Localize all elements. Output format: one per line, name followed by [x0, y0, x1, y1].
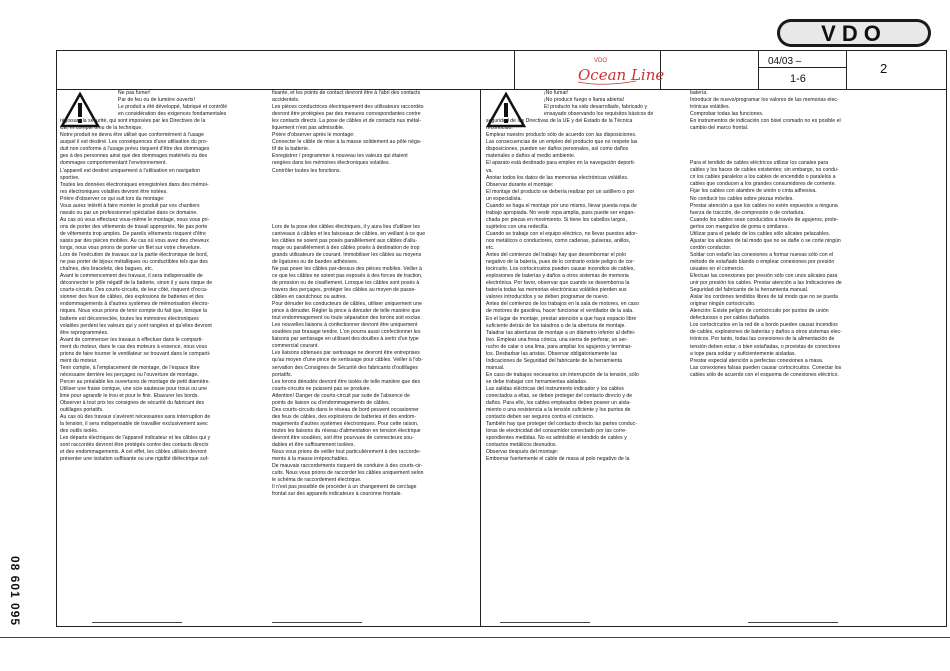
text-line: conectados a ellas, se deben proteger del contacto directo y de: [486, 393, 633, 400]
text-line: batería.: [690, 90, 708, 96]
text-column-es-2: [690, 90, 889, 379]
text-line: ¡No producir fuego o llama abierta!: [544, 97, 625, 104]
text-line: Pour dénuder les conducteurs de câbles, utiliser uniquement une: [272, 301, 422, 308]
text-line: Par de feu ou de lumière ouverts!: [118, 97, 195, 104]
text-line: ment du moteur.: [60, 357, 98, 364]
document-code: 08 601 095: [8, 556, 22, 627]
text-line: Las conexiones falsas pueden causar cortocircuitos. Conectar los: [690, 364, 842, 371]
svg-text:VDO: VDO: [821, 21, 887, 46]
column-end-rule: [500, 622, 590, 623]
text-line: grands utilisateurs de courant. Immobiliser les câbles au moyens: [272, 251, 422, 258]
text-line: ges à des personnes ainsi que des dommages matériels ou des: [60, 153, 208, 160]
text-line: negativo de la batería, pues de lo contrario existe peligro de cor-: [486, 259, 635, 266]
column-end-rule: [272, 622, 362, 623]
text-line: Lors de l'exécution de travaux sur la partie électronique de bord,: [60, 252, 209, 259]
text-line: des feux de câbles, des explosions de batteries et des endom-: [272, 413, 417, 420]
text-line: Embornar fuertemente el cable de masa al polo negativo de la: [486, 456, 630, 463]
text-line: sionner des feux de câbles, des explosions de batteries et des: [60, 294, 204, 301]
text-line: saisis par des pièces mobiles. Au cas où vous avez des cheveux: [60, 237, 209, 244]
text-line: tocircuito. Los cortocircuitos pueden causar incendios de cables,: [486, 266, 635, 273]
text-line: des outils isolés.: [60, 428, 99, 435]
text-line: sujételos con una redecilla.: [486, 223, 549, 230]
text-line: de pression ou de cisaillement. Lorsque les câbles sont posés à: [272, 279, 420, 286]
text-line: Enregistrer / programmer à nouveau les valeurs qui étaient: [272, 153, 408, 160]
text-line: materiales o daños al medio ambiente.: [486, 153, 576, 160]
text-line: Utilizar para el pelado de los cables sólo alicates pelacables.: [690, 230, 831, 237]
text-line: Des courts-circuits dans le réseau de bord peuvent occasionner: [272, 406, 419, 413]
text-line: Il n'est pas possible de procéder à un changement de cerclage: [272, 484, 417, 491]
text-line: Cuando los cables sean conducidos a través de agujeros, prote-: [690, 216, 839, 223]
text-line: Cuando se haga el montaje por uno mismo, llevar puesta ropa de: [486, 202, 637, 209]
text-line: suficiente detrás de los taladros o de la abertura de montaje.: [486, 322, 626, 329]
text-line: la tension, il sera indispensable de travailler exclusivement avec: [60, 421, 208, 428]
text-line: CE, et compte tenu de la technique.: [60, 125, 143, 132]
header-divider: [514, 50, 515, 89]
text-line: le schéma de raccordement électrique.: [272, 477, 362, 484]
text-line: ons de porter des vêtements de travail appropriés. Ne pas porte: [60, 223, 208, 230]
text-line: res électroniques volatiles devront être notées.: [60, 188, 168, 195]
text-line: devront être soudées, soit être pourvues de connecteurs sou-: [272, 434, 414, 441]
text-line: devront être protégées par des mesures correspondantes contre: [272, 111, 421, 118]
text-line: Comprobar todas las funciones.: [690, 111, 764, 118]
text-line: Vous aurez intérêt à faire monter le produit par vos chantiers: [60, 202, 200, 209]
text-line: cuits. Nous vous prions de raccorder les câbles uniquement selon: [272, 470, 424, 477]
text-line: Observar durante el montaje:: [486, 181, 554, 188]
text-line: En instrumentos de indicación con bisel cromado no es posible el: [690, 118, 841, 125]
text-line: Taladrar las aberturas de montaje a un diámetro inferior al defini-: [486, 329, 636, 336]
bottom-rule: [0, 637, 950, 638]
text-column-es-1: [486, 90, 675, 463]
text-line: commercial courant.: [272, 343, 319, 350]
text-line: Las salidas eléctricas del instrumento indicador y los cables: [486, 385, 624, 392]
column-end-rule: [748, 622, 838, 623]
column-divider: [480, 89, 481, 627]
text-line: sportive.: [60, 174, 80, 181]
text-line: cir los cables paralelos a los cables de encendido o paralelos a: [690, 174, 836, 181]
text-line: toutes les liaisons du réseau d'alimentation en tension électrique: [272, 427, 421, 434]
text-line: Utiliser une fraise conique, une scie sauteuse pour trous ou une: [60, 385, 208, 392]
text-line: Indicaciones de Seguridad del fabricante de la herramienta: [486, 357, 622, 364]
text-line: Ajustar los alicates de tal modo que no se dañe o se corte ningún: [690, 237, 841, 244]
text-line: tensión deben estar, o bien estañadas, o provistas de conectores: [690, 343, 841, 350]
text-line: El aparato está destinado para empleo en la navegación deporti-: [486, 160, 636, 167]
text-column-fr-2: [272, 90, 472, 498]
text-line: En el lugar de montaje, prestar atención a que haya espacio libre: [486, 315, 637, 322]
text-line: etc.: [486, 245, 495, 252]
text-line: Connecter le câble de mise à la masse solidement au pôle néga-: [272, 139, 422, 146]
text-line: être reprogrammées.: [60, 329, 109, 336]
text-line: rucho de calar o una lima, para ampliar los agujeros y terminar-: [486, 343, 633, 350]
text-line: Cuando se trabaje con el equipo eléctrico, no llevar puestos ador-: [486, 230, 638, 237]
header-divider: [758, 67, 846, 68]
text-line: Antes del comienzo de los trabajos en la sala de motores, en caso: [486, 301, 640, 308]
text-line: En caso de trabajos necesarios sin interrupción de la tensión, sólo: [486, 371, 639, 378]
text-line: Para el tendido de cables eléctricos utilizar los canales para: [690, 160, 829, 167]
text-line: ment du moteur, dans le cas des moteurs à essence, nous vous: [60, 343, 208, 350]
text-line: va.: [486, 167, 493, 174]
text-line: unir por presión los cables. Prestar atención a las Indicaciones de: [690, 280, 842, 287]
text-line: los. Desbarbar las aristas. Observar obligatoriamente las: [486, 350, 618, 357]
text-line: Notre produit ne devra être utilisé que conformément à l'usage: [60, 132, 204, 139]
text-line: Toutes les données électroniques enregistrées dans des mémoi-: [60, 181, 209, 188]
text-line: Los cortocircuitos en la red de a bordo pueden causar incendios: [690, 322, 838, 329]
text-line: reconocido.: [486, 125, 513, 132]
text-line: a tope para soldar y suficientemente aisladas.: [690, 350, 796, 357]
text-line: valores introducidos y se deben programar de nuevo.: [486, 294, 609, 301]
text-column-fr-1: [60, 90, 257, 463]
text-line: caniveaux à câbles et les faisceaux de câbles, en veillant à ce que: [272, 230, 426, 237]
text-line: qu'au moyen d'une pince de sertissage pour câbles. Veiller à l'ob-: [272, 357, 423, 364]
text-line: Seguridad del fabricante de la herramienta manual.: [690, 287, 809, 294]
text-line: accidentels.: [272, 97, 300, 104]
text-line: Las consecuencias de un empleo del producto que no respete las: [486, 139, 638, 146]
text-line: El producto ha sido desarrollado, fabricado y: [544, 104, 648, 111]
text-line: Percer au préalable les ouvertures de montage de petit diamètre.: [60, 378, 211, 385]
text-line: toras de electricidad del consumidor conectado por las corre-: [486, 428, 627, 435]
text-line: régissant la sécurité, qui sont imposées par les Directives de la: [60, 118, 206, 125]
text-line: También hay que proteger del contacto directo las partes conduc-: [486, 421, 638, 428]
text-line: seguridad de las Directivas de la UE y del Estado de la Técnica: [486, 118, 633, 125]
text-line: présenter une isolation suffisante ou une rigidité diélectrique suf-: [60, 456, 209, 463]
text-line: Avant le commencement des travaux, il sera indispensable de: [60, 273, 203, 280]
text-line: cambio del marco frontal.: [690, 125, 749, 132]
text-line: método de estañado blando o emplear conexiones por presión: [690, 258, 835, 265]
text-line: batterie est déconnectée, toutes les mémoires électroniques: [60, 315, 199, 322]
text-line: de ligatures ou de bandes adhésives.: [272, 258, 359, 265]
text-line: De mauvais raccordements risquent de conduire à des courts-cir-: [272, 463, 423, 470]
text-line: ments à la masse irréprochables.: [272, 456, 349, 463]
text-line: Prière d'observer ce qui suit lors du montage:: [60, 195, 165, 202]
text-line: trónicas volátiles.: [690, 104, 731, 111]
text-line: et des endommagements. A cet effet, les câbles utilisés devront: [60, 449, 207, 456]
text-line: tout endommagement ou toute séparation des torons soit exclue.: [272, 315, 422, 322]
text-line: defectuosos o por cables dañados.: [690, 315, 771, 322]
text-line: se debe trabajar con herramientas aisladas.: [486, 378, 588, 385]
page-number: 2: [880, 61, 888, 76]
text-line: navals ou par un professionnel spécialisé dans ce domaine.: [60, 209, 198, 216]
text-line: liaisons par sertissage en utilisant des douilles à sertir d'un type: [272, 336, 419, 343]
text-line: Lors de la pose des câbles électriques, il y aura lieu d'utiliser les: [272, 223, 420, 230]
text-line: usuales en el comercio.: [690, 265, 745, 272]
text-line: déconnecter le pôle négatif de la batterie, sinon il y aura risque de: [60, 280, 213, 287]
text-line: duit non conforme à l'usage prévu risquent d'être des dommages: [60, 146, 210, 153]
text-line: Atención: Existe peligro de cortocircuito por puntos de unión: [690, 308, 829, 315]
text-line: travers des perçages, protéger les câbles au moyen de passe-: [272, 286, 417, 293]
text-line: contacto deben ser seguros contra el contacto.: [486, 414, 595, 421]
text-line: daños. Para ello, los cables empleados deben poseer un aisla-: [486, 400, 631, 407]
text-line: fisante, et les points de contact devront être à l'abri des contacts: [272, 90, 421, 96]
text-line: courts-circuits. Des courts-circuits, de leur côté, risquent d'occa-: [60, 287, 208, 294]
text-line: Les départs électriques de l'appareil indicateur et les câbles qui y: [60, 435, 211, 442]
text-line: chaînes, des bracelets, des bagues, etc.: [60, 266, 154, 273]
text-line: trónicos. Por tanto, todas las conexiones de la alimentación de: [690, 336, 835, 343]
text-line: pince à dénuder. Régler la pince à dénuder de telle manière que: [272, 308, 421, 315]
text-line: ensayado observando los requisitos básicos de: [544, 111, 654, 118]
text-line: Les liaisons obtenues par sertissage ne devront être entreprises: [272, 350, 420, 357]
text-line: liquement n'est pas admissible.: [272, 125, 345, 132]
text-line: Ne pas poser les câbles par-dessus des pièces mobiles. Veiller à: [272, 265, 422, 272]
text-line: portatifs.: [272, 371, 293, 378]
page-range: 1-6: [790, 73, 806, 85]
text-line: No conducir los cables sobre piezas móviles.: [690, 195, 794, 202]
text-line: câbles en caoutchouc ou autres.: [272, 294, 347, 301]
text-line: dables et être suffisamment isolées.: [272, 442, 355, 449]
text-line: les câbles ne soient pas posés parallèlement aux câbles d'allu-: [272, 237, 418, 244]
text-line: contactos metálicos desnudos.: [486, 442, 558, 449]
text-line: ce que les câbles ne soient pas exposés à des forces de traction,: [272, 272, 423, 279]
text-line: points de liaison ou d'endommagements de câbles.: [272, 399, 391, 406]
text-line: tif de la batterie.: [272, 146, 310, 153]
text-line: frontal sur des appareils indicateurs à couronne frontale.: [272, 491, 403, 498]
text-line: en considération des exigences fondamentales: [118, 111, 227, 118]
svg-text:VDO: VDO: [594, 58, 608, 64]
text-line: nécessaire derrière les perçages ou l'ouverture de montage.: [60, 371, 199, 378]
text-line: niques. Nous vous prions de tenir compte du fait que, lorsque la: [60, 308, 208, 315]
text-line: disposiciones, pueden ser daños personales, así como daños: [486, 146, 629, 153]
text-line: trabajo apropiada. No vestir ropa amplia, pues puede ser engan-: [486, 209, 635, 216]
text-line: electrónica. Por favor, observar que cuando se desemborna la: [486, 280, 630, 287]
text-line: explosiones de baterías y daños a otros sistemas de memoria: [486, 273, 629, 280]
text-line: sont raccordés devront être protégés contre des contacts directs: [60, 442, 209, 449]
text-line: servation des Consignes de Sécurité des fabricants d'outillages: [272, 364, 418, 371]
vdo-logo: [776, 18, 932, 48]
text-line: spondientes medidas. No es admisible el tendido de cables y: [486, 435, 627, 442]
text-line: magements d'autres systèmes électroniques. Pour cette raison,: [272, 420, 419, 427]
text-line: Prière d'observer après le montage:: [272, 132, 355, 139]
text-line: Efectuar las conexiones por presión sólo con unos alicates para: [690, 273, 838, 280]
text-line: Les pièces conductrices électriquement des utilisateurs raccordés: [272, 104, 424, 111]
text-line: cordón conductor.: [690, 244, 732, 251]
text-line: Attention! Danger de courts-circuit par suite de l'absence de: [272, 392, 410, 399]
text-line: manual.: [486, 364, 505, 371]
text-line: courts-circuits ne puissent pas se produire.: [272, 385, 372, 392]
text-line: soudées par brasage tendre. L'on pourra aussi confectionner les: [272, 329, 421, 336]
text-line: Les nouvelles liaisons à confectionner devront être uniquement: [272, 322, 418, 329]
text-line: Ne pas fumer!: [118, 90, 151, 96]
text-line: cables y los haces de cables existentes; sin embargo, no condu-: [690, 167, 839, 174]
text-line: Aislar los cordones tendidos libres de tal modo que no se pueda: [690, 294, 838, 301]
header-divider: [758, 50, 759, 89]
text-line: Le produit a été développé, fabriqué et contrôlé: [118, 104, 228, 111]
text-line: Observer à tout prix les consignes de sécurité du fabricant des: [60, 400, 205, 407]
text-line: gerlos con manguitos de goma o similares.: [690, 223, 789, 230]
text-line: Contrôler toutes les fonctions.: [272, 167, 341, 174]
text-line: outillages portatifs.: [60, 407, 104, 414]
ocean-line-logo: [574, 54, 665, 88]
text-line: Fijar los cables con alambre de unión o cinta adhesiva.: [690, 188, 817, 195]
text-line: dommages comportementant l'environnement.: [60, 160, 167, 167]
text-line: tivo. Emplear una fresa cónica, una sierra de perforar, un ser-: [486, 336, 628, 343]
text-line: Emplear nuestro producto sólo de acuerdo con las disposiciones.: [486, 132, 637, 139]
text-line: Anotar todos los datos de las memorias electrónicas volátiles.: [486, 174, 629, 181]
date-field: 04/03 –: [768, 56, 802, 67]
text-line: originar ningún cortocircuito.: [690, 301, 756, 308]
text-line: Au cas où vous effectuez vous-même le montage, nous vous pri-: [60, 216, 210, 223]
text-line: rangées dans les mémoires électroniques volatiles.: [272, 160, 391, 167]
text-line: lime pour agrandir le trou et pour le finir. Ebavurer les bords.: [60, 393, 199, 400]
text-line: El montaje del producto se debería realizar por un astillero o por: [486, 188, 635, 195]
text-line: volatiles perdent les valeurs qui y sont rangées et qu'elles devront: [60, 322, 212, 329]
text-line: cables sólo de acuerdo con el esquema de conexiones eléctrico.: [690, 371, 839, 378]
column-end-rule: [92, 622, 182, 623]
text-line: L'appareil est destiné uniquement à l'utilisation en navigation: [60, 167, 200, 174]
text-line: Soldar con estaño las conexiones a formar nuevas sólo con el: [690, 251, 834, 258]
text-line: prions de faire tourner le ventilateur se trouvant dans le comparti-: [60, 350, 211, 357]
text-line: Les torons dénudés devront être isolés de telle manière que des: [272, 378, 421, 385]
text-line: de motores de gasolina, hacer funcionar el ventilador de la sala.: [486, 308, 634, 315]
text-line: ¡No fumar!: [544, 90, 569, 96]
text-line: endommagements à d'autres systèmes de mémorisation électro-: [60, 301, 210, 308]
text-line: Antes del comienzo del trabajo hay que desembornar el polo: [486, 252, 626, 259]
text-line: Introducir de nuevo/programar los valores de las memorias elec-: [690, 97, 839, 104]
text-line: chada por piezas en movimiento. Si tiene los cabellos largos,: [486, 216, 627, 223]
text-line: de cables, explosiones de baterías y daños a otros sistemas elec-: [690, 329, 842, 336]
text-line: longs, nous vous prions de porter un filet sur votre chevelure.: [60, 245, 202, 252]
text-line: de vêtements trop amples. De pareils vêtements risquent d'être: [60, 230, 206, 237]
text-line: fuerza de tracción, de compresión o de cortadura.: [690, 209, 805, 216]
text-line: Avant de commencer les travaux à effectuer dans le comparti-: [60, 336, 203, 343]
text-line: mage ou parallèlement à des câbles posés à destination de trop: [272, 244, 420, 251]
text-line: batería todas las memorias electrónicas volátiles pierden sus: [486, 287, 627, 294]
text-line: un especialista.: [486, 195, 522, 202]
text-line: miento o una resistencia a la tensión suficiente y los puntos de: [486, 407, 631, 414]
text-line: nos metálicos o conductores, como cadenas, pulseras, anillos,: [486, 237, 631, 244]
text-line: Nous vous prions de veiller tout particulièrement à des raccorde-: [272, 449, 421, 456]
text-line: les contacts directs. La pose de câbles et de contacts nus métal-: [272, 118, 422, 125]
text-line: auquel il est destiné. Les conséquences d'une utilisation du pro-: [60, 139, 208, 146]
text-line: ne pas porter de bijoux métalliques ou conductibles tels que des: [60, 259, 208, 266]
header-divider: [846, 50, 847, 89]
text-line: Au cas où des travaux s'avèrent nécessaires sans interruption de: [60, 414, 211, 421]
text-line: Tenir compte, à l'emplacement de montage, de l'espace libre: [60, 364, 200, 371]
text-line: Observar después del montaje:: [486, 449, 559, 456]
text-line: Prestar atención a que los cables no estén expuestos a ninguna: [690, 202, 838, 209]
text-line: Prestar especial atención a perfectas conexiones a masa.: [690, 357, 824, 364]
text-line: cables que conducen a los grandes consumidores de corriente.: [690, 181, 836, 188]
svg-text:Ocean Line: Ocean Line: [578, 66, 665, 84]
